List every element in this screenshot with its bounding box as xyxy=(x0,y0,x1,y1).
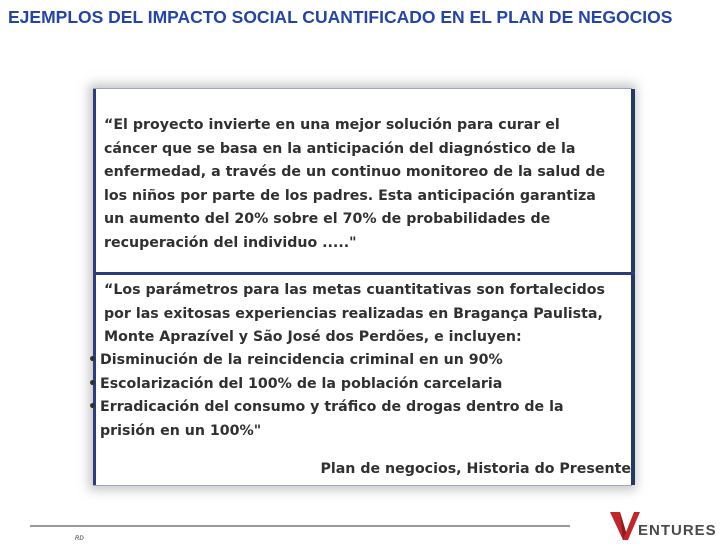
list-item xyxy=(88,373,628,397)
footer-initials: RD xyxy=(75,536,84,542)
ventures-logo xyxy=(608,508,724,542)
slide-title: EJEMPLOS DEL IMPACTO SOCIAL CUANTIFICADO EN EL PLAN DE NEGOCIOS xyxy=(8,7,673,27)
list-item xyxy=(88,349,628,373)
quote-source: Plan de negocios, Historia do Presente xyxy=(320,461,631,477)
bullet-text: Escolarización del 100% de la población carcelaria xyxy=(100,375,503,392)
logo-wordmark: ENTURES xyxy=(638,522,717,539)
panel-right-edge xyxy=(631,89,635,485)
bullet-icon: • xyxy=(88,399,98,415)
bullet-text: Disminución de la reincidencia criminal en un 90% xyxy=(100,352,503,368)
goals-list xyxy=(88,349,628,443)
list-item xyxy=(88,396,628,443)
bullet-icon: • xyxy=(88,352,98,368)
bullet-icon: • xyxy=(88,375,98,392)
quote-prison-intro: “Los parámetros para las metas cuantitativas son fortalecidos por las exitosas experiencias realizadas en Bragança Paulista, Monte Aprazível y São José dos Perdões, e incluyen: xyxy=(104,282,605,345)
panel-divider xyxy=(94,272,635,275)
bullet-text: Erradicación del consumo y tráfico de drogas dentro de la prisión en un 100%" xyxy=(100,399,564,439)
ventures-v-logo-icon xyxy=(608,508,642,542)
quote-cancer-project: “El proyecto invierte en una mejor solución para curar el cáncer que se basa en la anticipación del diagnóstico de la enfermedad, a través de un continuo monitoreo de la salud de los niños por parte de los padres. Esta anticipación garantiza un aumento del 20% sobre el 70% de probabilidades de recuperación del individuo ....." xyxy=(104,117,606,251)
footer-divider xyxy=(30,525,570,527)
quote-panel xyxy=(88,88,632,486)
